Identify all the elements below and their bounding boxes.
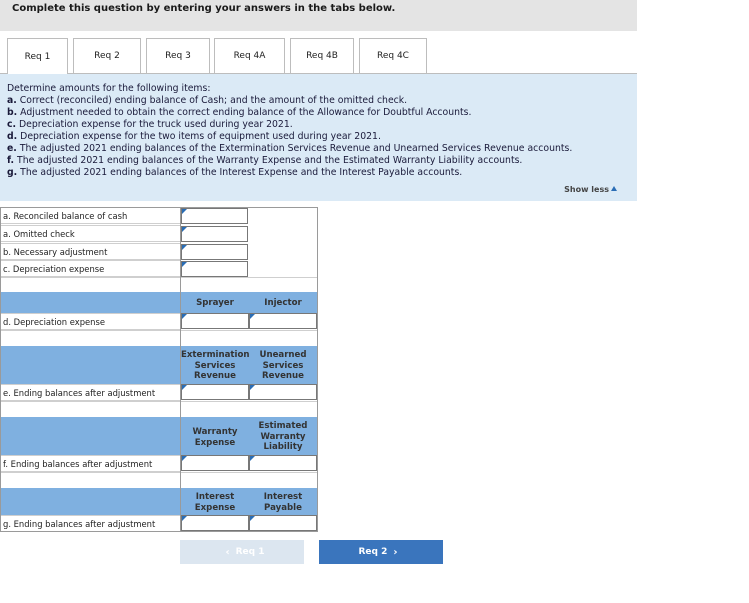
input-corner-icon [182, 227, 187, 232]
necessary-adjustment-input[interactable] [181, 244, 248, 260]
sprayer-depreciation-input[interactable] [181, 313, 249, 329]
input-corner-icon [182, 456, 187, 461]
warranty-liability-input[interactable] [249, 455, 317, 471]
col-header-extermination-revenue: Extermination Services Revenue [181, 350, 250, 381]
input-corner-icon [250, 516, 255, 521]
injector-depreciation-input[interactable] [249, 313, 317, 329]
tab-req-2[interactable] [73, 38, 141, 73]
input-corner-icon [182, 245, 187, 250]
tab-label: Req 1 [24, 51, 51, 62]
table-spacer [0, 472, 317, 488]
tab-label: Req 4C [377, 51, 409, 61]
interest-payable-input[interactable] [249, 515, 317, 531]
tab-label: Req 4B [306, 51, 338, 61]
instruction-item-f: f. The adjusted 2021 ending balances of the Warranty Expense and the Estimated Warranty Liability accounts. [7, 155, 523, 166]
show-less-toggle[interactable]: Show less [564, 185, 617, 194]
top-banner [0, 0, 637, 31]
reconciled-cash-input[interactable] [181, 208, 248, 224]
col-header-injector: Injector [264, 298, 302, 308]
instruction-item-a: a. Correct (reconciled) ending balance of Cash; and the amount of the omitted check. [7, 95, 408, 106]
next-req-button[interactable]: Req 2 › [319, 540, 443, 564]
col-header-interest-payable: Interest Payable [263, 492, 303, 513]
chevron-right-icon: › [393, 546, 398, 558]
chevron-left-icon: ‹ [225, 546, 230, 558]
tab-label: Req 3 [165, 51, 191, 61]
tab-req-1[interactable] [7, 38, 68, 74]
question-instruction-title: Complete this question by entering your answers in the tabs below. [12, 3, 396, 14]
table-spacer [0, 401, 317, 417]
table-row-a-cash: a. Reconciled balance of cash [0, 207, 181, 224]
table-row-d: d. Depreciation expense [0, 313, 181, 330]
col-header-warranty-expense: Warranty Expense [192, 427, 238, 448]
instruction-item-e: e. The adjusted 2021 ending balances of the Extermination Services Revenue and Unearned Services Revenue accounts. [7, 143, 573, 154]
input-corner-icon [182, 209, 187, 214]
unearned-revenue-input[interactable] [249, 384, 317, 400]
triangle-up-icon [611, 186, 617, 191]
tab-req-4a[interactable] [214, 38, 285, 73]
input-corner-icon [182, 516, 187, 521]
tab-label: Req 2 [94, 51, 120, 61]
input-corner-icon [250, 385, 255, 390]
instructions-text [7, 83, 572, 179]
input-corner-icon [182, 262, 187, 267]
instruction-item-d: d. Depreciation expense for the two items of equipment used during year 2021. [7, 131, 381, 142]
input-corner-icon [182, 385, 187, 390]
instruction-item-g: g. The adjusted 2021 ending balances of the Interest Expense and the Interest Payable accounts. [7, 167, 463, 178]
table-row-b-adjustment: b. Necessary adjustment [0, 243, 181, 260]
input-corner-icon [250, 456, 255, 461]
table-row-g: g. Ending balances after adjustment [0, 515, 181, 532]
table-divider [180, 207, 181, 532]
extermination-revenue-input[interactable] [181, 384, 249, 400]
instruction-item-c: c. Depreciation expense for the truck used during year 2021. [7, 119, 293, 130]
tab-req-4c[interactable] [359, 38, 427, 73]
omitted-check-input[interactable] [181, 226, 248, 242]
tab-req-3[interactable] [146, 38, 210, 73]
instruction-item-b: b. Adjustment needed to obtain the correct ending balance of the Allowance for Doubtful Accounts. [7, 107, 472, 118]
col-header-interest-expense: Interest Expense [194, 492, 236, 513]
input-corner-icon [182, 314, 187, 319]
warranty-expense-input[interactable] [181, 455, 249, 471]
table-row-f: f. Ending balances after adjustment [0, 455, 181, 472]
prev-req-button: ‹ Req 1 [180, 540, 304, 564]
table-row-c-depreciation: c. Depreciation expense [0, 260, 181, 277]
input-corner-icon [250, 314, 255, 319]
col-header-warranty-liability: Estimated Warranty Liability [258, 421, 308, 452]
table-row-e: e. Ending balances after adjustment [0, 384, 181, 401]
table-spacer [0, 330, 317, 346]
tab-label: Req 4A [233, 51, 266, 61]
table-spacer [0, 277, 317, 291]
interest-expense-input[interactable] [181, 515, 249, 531]
truck-depreciation-input[interactable] [181, 261, 248, 277]
tab-req-4b[interactable] [290, 38, 354, 73]
col-header-unearned-revenue: Unearned Services Revenue [259, 350, 307, 381]
col-header-sprayer: Sprayer [196, 298, 234, 308]
table-row-a-omitted: a. Omitted check [0, 225, 181, 242]
instructions-panel [0, 73, 637, 201]
instructions-intro: Determine amounts for the following items: [7, 83, 211, 94]
